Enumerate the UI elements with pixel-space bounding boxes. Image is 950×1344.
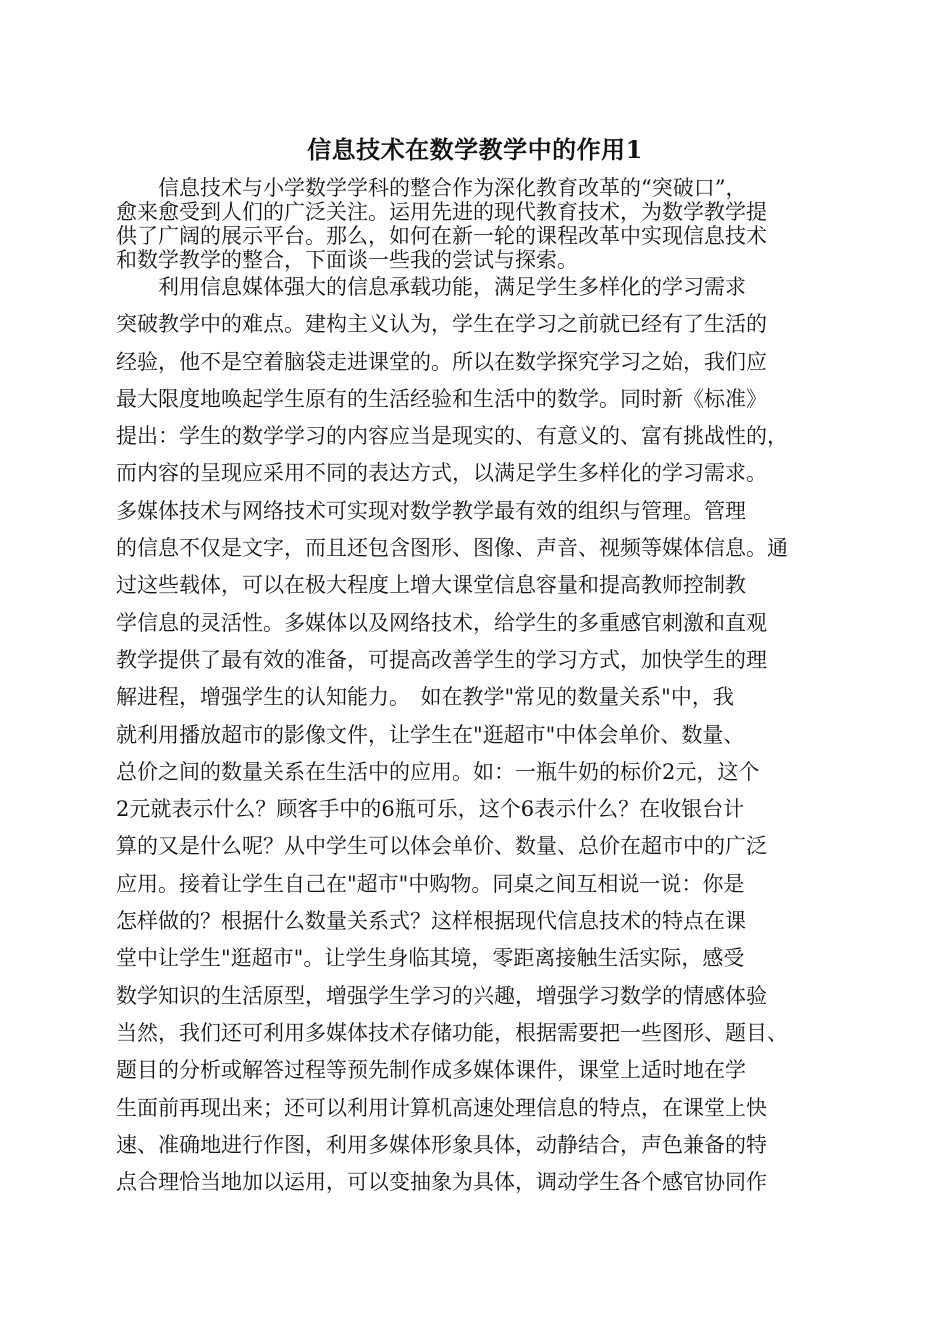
document-title: 信息技术在数学教学中的作用1 bbox=[307, 135, 643, 164]
body-line: 多媒体技术与网络技术可实现对数学教学最有效的组织与管理。管理 bbox=[116, 498, 746, 523]
body-line: 教学提供了最有效的准备，可提高改善学生的学习方式，加快学生的理 bbox=[116, 647, 767, 672]
body-line: 而内容的呈现应采用不同的表达方式，以满足学生多样化的学习需求。 bbox=[116, 461, 767, 486]
intro-line: 和数学教学的整合，下面谈一些我的尝试与探索。 bbox=[116, 248, 578, 272]
body-line: 的信息不仅是文字，而且还包含图形、图像、声音、视频等媒体信息。通 bbox=[116, 536, 788, 561]
body-line: 2元就表示什么？顾客手中的6瓶可乐，这个6表示什么？在收银台计 bbox=[116, 797, 745, 822]
body-line: 怎样做的？根据什么数量关系式？这样根据现代信息技术的特点在课 bbox=[116, 909, 746, 934]
body-line: 利用信息媒体强大的信息承载功能，满足学生多样化的学习需求 bbox=[158, 275, 746, 299]
body-line: 速、准确地进行作图，利用多媒体形象具体，动静结合，声色兼备的特 bbox=[116, 1132, 767, 1157]
body-line: 突破教学中的难点。建构主义认为，学生在学习之前就已经有了生活的 bbox=[116, 312, 767, 337]
intro-line: 愈来愈受到人们的广泛关注。运用先进的现代教育技术，为数学教学提 bbox=[116, 200, 767, 224]
body-line: 解进程，增强学生的认知能力。 如在教学"常见的数量关系"中，我 bbox=[116, 685, 734, 710]
body-line: 最大限度地唤起学生原有的生活经验和生活中的数学。同时新《标准》 bbox=[116, 386, 767, 411]
intro-line: 信息技术与小学数学学科的整合作为深化教育改革的“突破口”， bbox=[158, 176, 747, 200]
body-line: 应用。接着让学生自己在"超市"中购物。同桌之间互相说一说：你是 bbox=[116, 871, 745, 896]
body-line: 数学知识的生活原型，增强学生学习的兴趣，增强学习数学的情感体验 bbox=[116, 983, 767, 1008]
body-line: 题目的分析或解答过程等预先制作成多媒体课件，课堂上适时地在学 bbox=[116, 1058, 746, 1083]
body-line: 生面前再现出来；还可以利用计算机高速处理信息的特点，在课堂上快 bbox=[116, 1095, 767, 1120]
body-line: 总价之间的数量关系在生活中的应用。如：一瓶牛奶的标价2元，这个 bbox=[116, 759, 760, 784]
body-line: 就利用播放超市的影像文件，让学生在"逛超市"中体会单价、数量、 bbox=[116, 722, 745, 747]
body-line: 经验，他不是空着脑袋走进课堂的。所以在数学探究学习之始，我们应 bbox=[116, 349, 767, 374]
body-line: 点合理恰当地加以运用，可以变抽象为具体，调动学生各个感官协同作 bbox=[116, 1170, 767, 1195]
body-line: 算的又是什么呢？从中学生可以体会单价、数量、总价在超市中的广泛 bbox=[116, 834, 767, 859]
body-line: 提出：学生的数学学习的内容应当是现实的、有意义的、富有挑战性的， bbox=[116, 424, 788, 449]
intro-line: 供了广阔的展示平台。那么，如何在新一轮的课程改革中实现信息技术 bbox=[116, 224, 767, 248]
body-line: 当然，我们还可利用多媒体技术存储功能，根据需要把一些图形、题目、 bbox=[116, 1020, 788, 1045]
body-line: 学信息的灵活性。多媒体以及网络技术，给学生的多重感官刺激和直观 bbox=[116, 610, 767, 635]
intro-paragraph bbox=[116, 176, 836, 272]
body-line: 堂中让学生"逛超市"。让学生身临其境，零距离接触生活实际，感受 bbox=[116, 946, 745, 971]
body-paragraph bbox=[116, 269, 836, 1201]
body-line: 过这些载体，可以在极大程度上增大课堂信息容量和提高教师控制教 bbox=[116, 573, 746, 598]
